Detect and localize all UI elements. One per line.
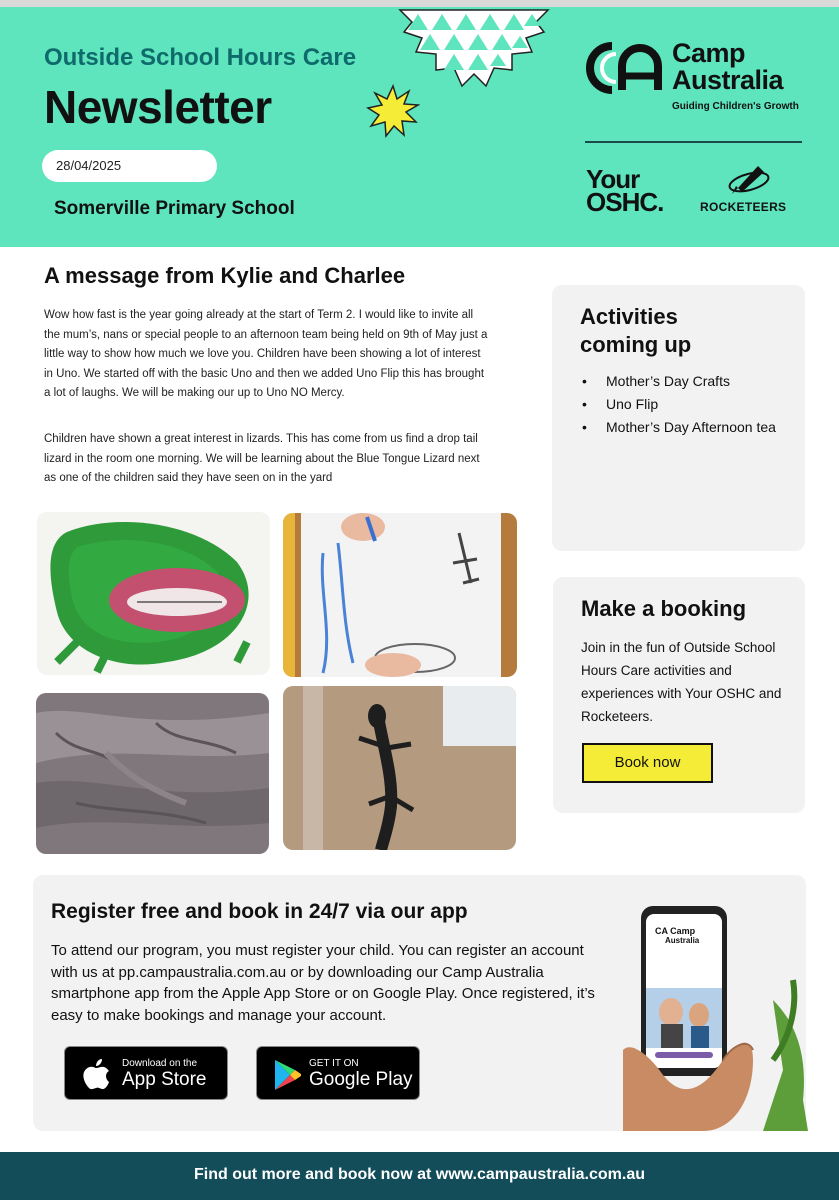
rocketeers-logo: ROCKETEERS [700,200,787,214]
brand-tagline: Guiding Children's Growth [672,101,799,112]
booking-title: Make a booking [581,596,747,621]
activities-title: Activities coming up [580,304,692,357]
rocket-icon [726,164,772,196]
book-now-button[interactable]: Book now [582,743,713,783]
brand-line1: Camp [672,38,746,68]
phone-in-hand-image [623,900,808,1131]
school-name: Somerville Primary School [54,198,295,219]
camp-australia-logo-icon [582,40,672,96]
app-store-big-label: App Store [122,1069,207,1090]
lizard-on-bark-photo [36,693,269,854]
activities-card [552,285,805,551]
brand-line2: Australia [672,65,784,95]
program-name: Outside School Hours Care [44,44,357,71]
message-paragraph-1: Wow how fast is the year going already at the start of Term 2. I would like to invite all the mum’s, nans or special people to an afternoon team being held on 9th of May just a little way to show how much we love you. Children have been showing a lot of interest in Uno. We started off with the basic Uno and then we added Uno Flip this has brought a lot of laughs. We will be making our up to Uno NO Mercy. [44,309,488,399]
svg-text:CA Camp: CA Camp [655,926,696,936]
booking-card [553,577,805,813]
apple-icon [81,1057,111,1091]
child-drawing-photo [283,513,517,677]
your-oshc-logo [586,164,664,217]
your-oshc-line1: Your [586,164,640,194]
app-store-button[interactable] [64,1046,228,1100]
activities-list [580,370,790,439]
footer-bar: Find out more and book now at www.campaustralia.com.au [0,1152,839,1200]
register-heading: Register free and book in 24/7 via our app [51,900,468,923]
list-item: • Uno Flip [580,393,790,416]
google-play-small-label: GET IT ON [309,1058,359,1069]
message-paragraph-2: Children have shown a great interest in lizards. This has come from us find a drop tail lizard in the room one morning. We will be learning about the Blue Tongue Lizard next as one of the children said they have seen on in the yard [44,433,480,484]
google-play-big-label: Google Play [309,1069,413,1090]
brand-name [672,40,783,94]
google-play-button[interactable] [256,1046,420,1100]
message-heading: A message from Kylie and Charlee [44,263,406,288]
list-item: • Mother’s Day Crafts [580,370,790,393]
booking-text: Join in the fun of Outside School Hours Care activities and experiences with Your OSHC and Rocketeers. [581,640,782,724]
google-play-icon [273,1059,303,1091]
date-field: 28/04/2025 [42,150,217,182]
list-item: • Mother’s Day Afternoon tea [580,416,790,439]
starburst-icon [398,6,550,90]
svg-text:Australia: Australia [665,936,700,945]
newsletter-title: Newsletter [44,81,272,133]
sun-star-icon [366,84,420,138]
app-store-small-label: Download on the [122,1058,198,1069]
register-text: To attend our program, you must register your child. You can register an account with us at pp.campaustralia.com.au or by downloading our Camp Australia smartphone app from the Apple App Store or on Google Play. Once registered, it’s easy to make bookings and manage your account. [51,942,595,1024]
logo-divider [585,141,802,143]
green-lizard-drawing-photo [37,512,270,675]
black-lizard-photo [283,686,516,850]
your-oshc-line2: OSHC. [586,187,664,217]
register-section [33,875,806,1131]
header-banner [0,0,839,247]
